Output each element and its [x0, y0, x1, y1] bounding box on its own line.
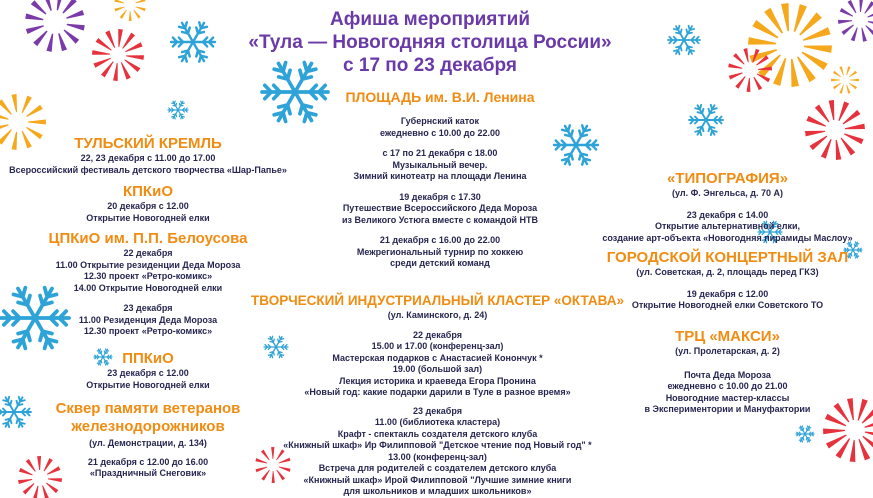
section-oktava — [240, 292, 635, 498]
section-gkz — [590, 249, 865, 312]
text-line: 19 декабря с 17.30 — [270, 192, 610, 204]
lenin-block-4 — [270, 235, 610, 270]
firework-icon — [748, 3, 832, 87]
kremlin-title: ТУЛЬСКИЙ КРЕМЛЬ — [0, 135, 296, 153]
firework-icon — [838, 0, 873, 42]
section-lenin — [270, 88, 610, 270]
oktava-block-1 — [240, 330, 635, 399]
text-line: 19.00 (большой зал) — [240, 364, 635, 376]
text-line: (ул. Демонстрации, д. 134) — [0, 438, 296, 450]
oktava-address: (ул. Каминского, д. 24) — [240, 310, 635, 322]
text-line: Мастерская подарков с Анастасией Конончук * — [240, 353, 635, 365]
text-line: 22, 23 декабря с 11.00 до 17.00 — [0, 153, 296, 165]
text-line: Почта Деда Мороза — [590, 370, 865, 382]
ppkio-title: ППКиО — [0, 350, 296, 368]
firework-icon — [831, 66, 859, 93]
snowflake-icon — [168, 101, 188, 119]
gkz-address: (ул. Советская, д. 2, площадь перед ГКЗ) — [590, 267, 865, 279]
text-line: Крафт - спектакль создателя детского клуба — [240, 429, 635, 441]
text-line: «Праздничный Снеговик» — [0, 468, 296, 480]
firework-icon — [114, 0, 145, 21]
text-line: «Книжный шкаф» Ирой Филипповой "Лучшие зимние книги — [240, 475, 635, 487]
maxi-address: (ул. Пролетарская, д. 2) — [590, 346, 865, 358]
text-line: 11.00 (библиотека кластера) — [240, 417, 635, 429]
text-line: 12.30 проект «Ретро-комикс» — [0, 271, 296, 283]
text-line: 21 декабря с 12.00 до 16.00 — [0, 457, 296, 469]
text-line: ежедневно с 10.00 до 21.00 — [590, 381, 865, 393]
text-line: Открытие Новогодней елки — [0, 380, 296, 392]
text-line: 20 декабря с 12.00 — [0, 201, 296, 213]
skver-title-1: Сквер памяти ветеранов — [0, 400, 296, 418]
oktava-title: ТВОРЧЕСКИЙ ИНДУСТРИАЛЬНЫЙ КЛАСТЕР «ОКТАВА» — [240, 292, 635, 310]
page-title — [230, 8, 630, 77]
text-line: 23 декабря с 12.00 — [0, 368, 296, 380]
text-line: 21 декабря с 16.00 до 22.00 — [270, 235, 610, 247]
text-line: 15.00 и 17.00 (конференц-зал) — [240, 341, 635, 353]
text-line: Путешествие Всероссийского Деда Мороза — [270, 203, 610, 215]
text-line: для школьников и младших школьников» — [240, 486, 635, 498]
snowflake-icon — [171, 22, 215, 61]
text-line: Музыкальный вечер. — [270, 160, 610, 172]
maxi-text — [590, 370, 865, 416]
text-line: 11.00 Открытие резиденции Деда Мороза — [0, 260, 296, 272]
text-line: Зимний кинотеатр на площади Ленина — [270, 171, 610, 183]
snowflake-icon — [796, 426, 814, 442]
text-line: «Новый год: какие подарки дарили в Туле в разное время» — [240, 387, 635, 399]
text-line: из Великого Устюга вместе с командой НТВ — [270, 215, 610, 227]
tipografia-title: «ТИПОГРАФИЯ» — [590, 170, 865, 188]
text-line: 23 декабря — [0, 303, 296, 315]
text-line: 22 декабря — [0, 248, 296, 260]
gkz-title: ГОРОДСКОЙ КОНЦЕРТНЫЙ ЗАЛ — [590, 249, 865, 267]
kremlin-text — [0, 153, 296, 176]
section-tipografia — [590, 170, 865, 244]
kpkio-title: КПКиО — [0, 183, 296, 201]
text-line: Всероссийский фестиваль детского творчества «Шар-Папье» — [0, 165, 296, 177]
text-line: в Экспериментории и Мануфактории — [590, 404, 865, 416]
lenin-block-3 — [270, 192, 610, 227]
text-line: Новогодние мастер-классы — [590, 393, 865, 405]
section-kremlin — [0, 135, 296, 176]
firework-icon — [25, 0, 85, 52]
title-line-2: «Тула — Новогодняя столица России» — [230, 31, 630, 54]
text-line: Губернский каток — [270, 116, 610, 128]
text-line: 14.00 Открытие Новогодней елки — [0, 283, 296, 295]
text-line: 11.00 Резиденция Деда Мороза — [0, 315, 296, 327]
lenin-block-1 — [270, 116, 610, 139]
text-line: Межрегиональный турнир по хоккею — [270, 247, 610, 259]
gkz-text — [590, 289, 865, 312]
snowflake-icon — [689, 105, 723, 135]
text-line: с 17 по 21 декабря с 18.00 — [270, 148, 610, 160]
text-line: Открытие альтернативной елки, — [590, 221, 865, 233]
text-line: 23 декабря с 14.00 — [590, 210, 865, 222]
tipografia-text — [590, 210, 865, 245]
text-line: создание арт-объекта «Новогодняя пирамиды Маслоу» — [590, 233, 865, 245]
cpkio-title: ЦПКиО им. П.П. Белоусова — [0, 230, 296, 248]
text-line: Открытие Новогодней елки Советского ТО — [590, 300, 865, 312]
title-line-1: Афиша мероприятий — [230, 8, 630, 31]
skver-title-2: железнодорожников — [0, 418, 296, 436]
text-line: Лекция историка и краеведа Егора Пронина — [240, 376, 635, 388]
section-maxi — [590, 328, 865, 416]
text-line: 19 декабря с 12.00 — [590, 289, 865, 301]
text-line: Открытие Новогодней елки — [0, 213, 296, 225]
lenin-block-2 — [270, 148, 610, 183]
section-kpkio — [0, 183, 296, 224]
tipografia-address: (ул. Ф. Энгельса, д. 70 А) — [590, 188, 865, 200]
lenin-title: ПЛОЩАДЬ им. В.И. Ленина — [270, 88, 610, 106]
text-line: среди детский команд — [270, 258, 610, 270]
text-line: 23 декабря — [240, 406, 635, 418]
text-line: ежедневно с 10.00 до 22.00 — [270, 128, 610, 140]
text-line: 12.30 проект «Ретро-комикс» — [0, 326, 296, 338]
firework-icon — [805, 100, 865, 160]
snowflake-icon — [668, 26, 700, 55]
maxi-title: ТРЦ «МАКСИ» — [590, 328, 865, 346]
cpkio-text-1 — [0, 248, 296, 294]
kpkio-text — [0, 201, 296, 224]
title-line-3: с 17 по 23 декабря — [230, 54, 630, 77]
firework-icon — [92, 29, 144, 81]
text-line: 13.00 (конференц-зал) — [240, 452, 635, 464]
text-line: Встреча для родителей с создателем детского клуба — [240, 463, 635, 475]
text-line: 22 декабря — [240, 330, 635, 342]
text-line: «Книжный шкаф» Ир Филипповой "Детское чтение под Новый год" * — [240, 440, 635, 452]
